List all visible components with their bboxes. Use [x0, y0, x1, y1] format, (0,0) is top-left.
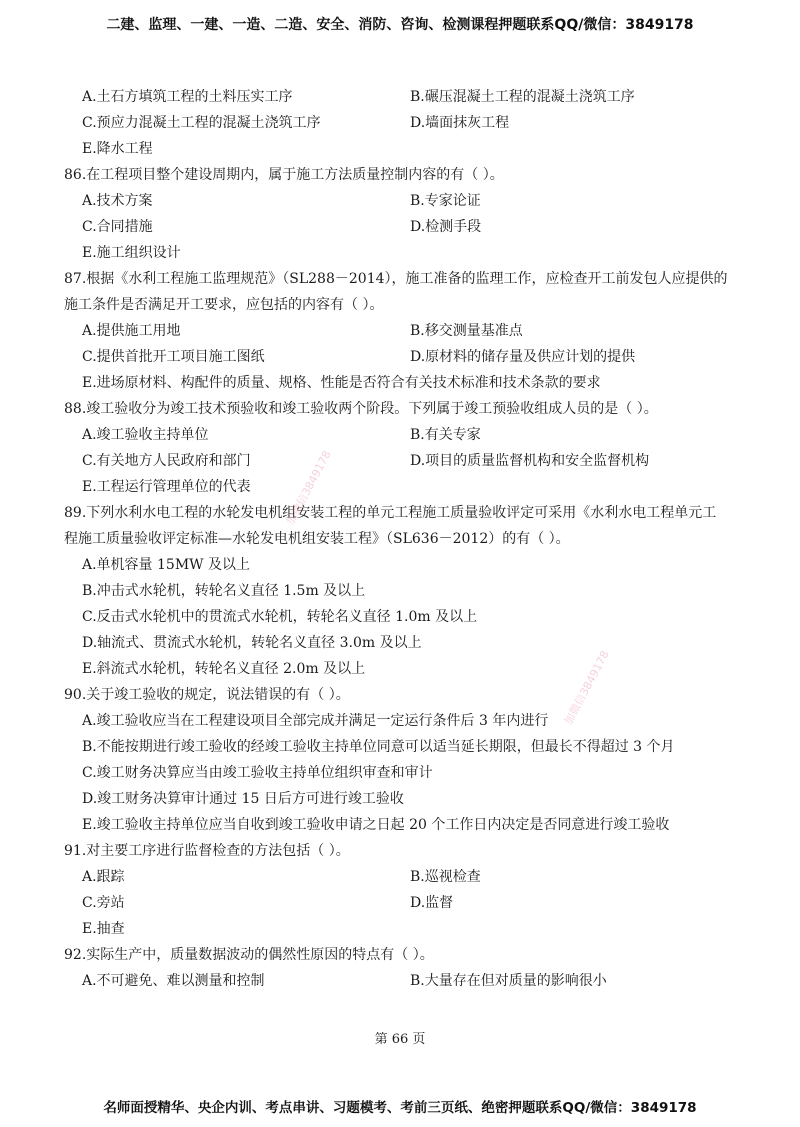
q92-stem: 92.实际生产中，质量数据波动的偶然性原因的特点有（ ）。 — [64, 947, 434, 963]
page-number: 第 66 页 — [374, 1032, 426, 1047]
q85-option-c: C.预应力混凝土工程的混凝土浇筑工序 — [82, 115, 321, 131]
q91-option-a: A.跟踪 — [82, 869, 125, 885]
q90-option-d: D.竣工财务决算审计通过 15 日后方可进行竣工验收 — [82, 791, 404, 807]
option-row — [64, 890, 744, 916]
q87-option-e: E.进场原材料、构配件的质量、规格、性能是否符合有关技术标准和技术条款的要求 — [82, 375, 601, 391]
option-row — [64, 110, 744, 136]
q86-option-b: B.专家论证 — [410, 193, 481, 209]
q90-stem: 90.关于竣工验收的规定，说法错误的有（ ）。 — [64, 687, 350, 703]
question-content — [64, 84, 744, 994]
option-row — [64, 84, 744, 110]
watermark-stamp: 加微信3849178 — [561, 648, 612, 728]
watermark-stamp: 加微信3849178 — [283, 448, 334, 528]
q87-option-b: B.移交测量基准点 — [410, 323, 523, 339]
q86-option-c: C.合同措施 — [82, 219, 153, 235]
q86-option-a: A.技术方案 — [82, 193, 153, 209]
q88-option-b: B.有关专家 — [410, 427, 481, 443]
q92-option-b: B.大量存在但对质量的影响很小 — [410, 973, 607, 989]
option-row — [64, 864, 744, 890]
q86-option-d: D.检测手段 — [410, 219, 482, 235]
q87-option-d: D.原材料的储存量及供应计划的提供 — [410, 349, 636, 365]
q91-option-c: C.旁站 — [82, 895, 125, 911]
q90-option-b: B.不能按期进行竣工验收的经竣工验收主持单位同意可以适当延长期限，但最长不得超过 3 个月 — [82, 739, 675, 755]
q90-option-e: E.竣工验收主持单位应当自收到竣工验收申请之日起 20 个工作日内决定是否同意进行竣工验收 — [82, 817, 670, 833]
q87-stem-line2: 施工条件是否满足开工要求，应包括的内容有（ ）。 — [64, 297, 384, 313]
option-row — [64, 422, 744, 448]
q90-option-c: C.竣工财务决算应当由竣工验收主持单位组织审查和审计 — [82, 765, 433, 781]
q87-option-a: A.提供施工用地 — [82, 323, 181, 339]
q91-option-e: E.抽查 — [82, 921, 125, 937]
q89-stem-line2: 程施工质量验收评定标准—水轮发电机组安装工程》（SL636－2012）的有（ ）。 — [64, 531, 570, 547]
q88-option-e: E.工程运行管理单位的代表 — [82, 479, 251, 495]
option-row — [64, 968, 744, 994]
option-row — [64, 448, 744, 474]
option-row — [64, 188, 744, 214]
option-row — [64, 318, 744, 344]
q88-option-c: C.有关地方人民政府和部门 — [82, 453, 251, 469]
q88-option-d: D.项目的质量监督机构和安全监督机构 — [410, 453, 650, 469]
q91-stem: 91.对主要工序进行监督检查的方法包括（ ）。 — [64, 843, 350, 859]
page-footer: 名师面授精华、央企内训、考点串讲、习题模考、考前三页纸、绝密押题联系QQ/微信：3849178 — [103, 1100, 697, 1116]
q86-option-e: E.施工组织设计 — [82, 245, 181, 261]
page-header: 二建、监理、一建、一造、二造、安全、消防、咨询、检测课程押题联系QQ/微信：3849178 — [106, 17, 694, 33]
q85-option-a: A.土石方填筑工程的土料压实工序 — [82, 89, 293, 105]
q89-option-c: C.反击式水轮机中的贯流式水轮机，转轮名义直径 1.0m 及以上 — [82, 609, 478, 625]
q85-option-e: E.降水工程 — [82, 141, 153, 157]
option-row — [64, 344, 744, 370]
q88-option-a: A.竣工验收主持单位 — [82, 427, 209, 443]
q89-option-b: B.冲击式水轮机，转轮名义直径 1.5m 及以上 — [82, 583, 366, 599]
q85-option-b: B.碾压混凝土工程的混凝土浇筑工序 — [410, 89, 635, 105]
q90-option-a: A.竣工验收应当在工程建设项目全部完成并满足一定运行条件后 3 年内进行 — [82, 713, 549, 729]
option-row — [64, 214, 744, 240]
q88-stem: 88.竣工验收分为竣工技术预验收和竣工验收两个阶段。下列属于竣工预验收组成人员的是（ ）。 — [64, 401, 658, 417]
q89-option-e: E.斜流式水轮机，转轮名义直径 2.0m 及以上 — [82, 661, 366, 677]
q89-stem-line1: 89.下列水利水电工程的水轮发电机组安装工程的单元工程施工质量验收评定可采用《水利水电工程单元工 — [64, 505, 717, 521]
q91-option-b: B.巡视检查 — [410, 869, 481, 885]
q85-option-d: D.墙面抹灰工程 — [410, 115, 510, 131]
q87-stem-line1: 87.根据《水利工程施工监理规范》（SL288－2014），施工准备的监理工作，应检查开工前发包人应提供的 — [64, 271, 728, 287]
q86-stem: 86.在工程项目整个建设周期内，属于施工方法质量控制内容的有（ ）。 — [64, 167, 504, 183]
q91-option-d: D.监督 — [410, 895, 454, 911]
q89-option-d: D.轴流式、贯流式水轮机，转轮名义直径 3.0m 及以上 — [82, 635, 422, 651]
q92-option-a: A.不可避免、难以测量和控制 — [82, 973, 265, 989]
q87-option-c: C.提供首批开工项目施工图纸 — [82, 349, 265, 365]
q89-option-a: A.单机容量 15MW 及以上 — [82, 557, 250, 573]
